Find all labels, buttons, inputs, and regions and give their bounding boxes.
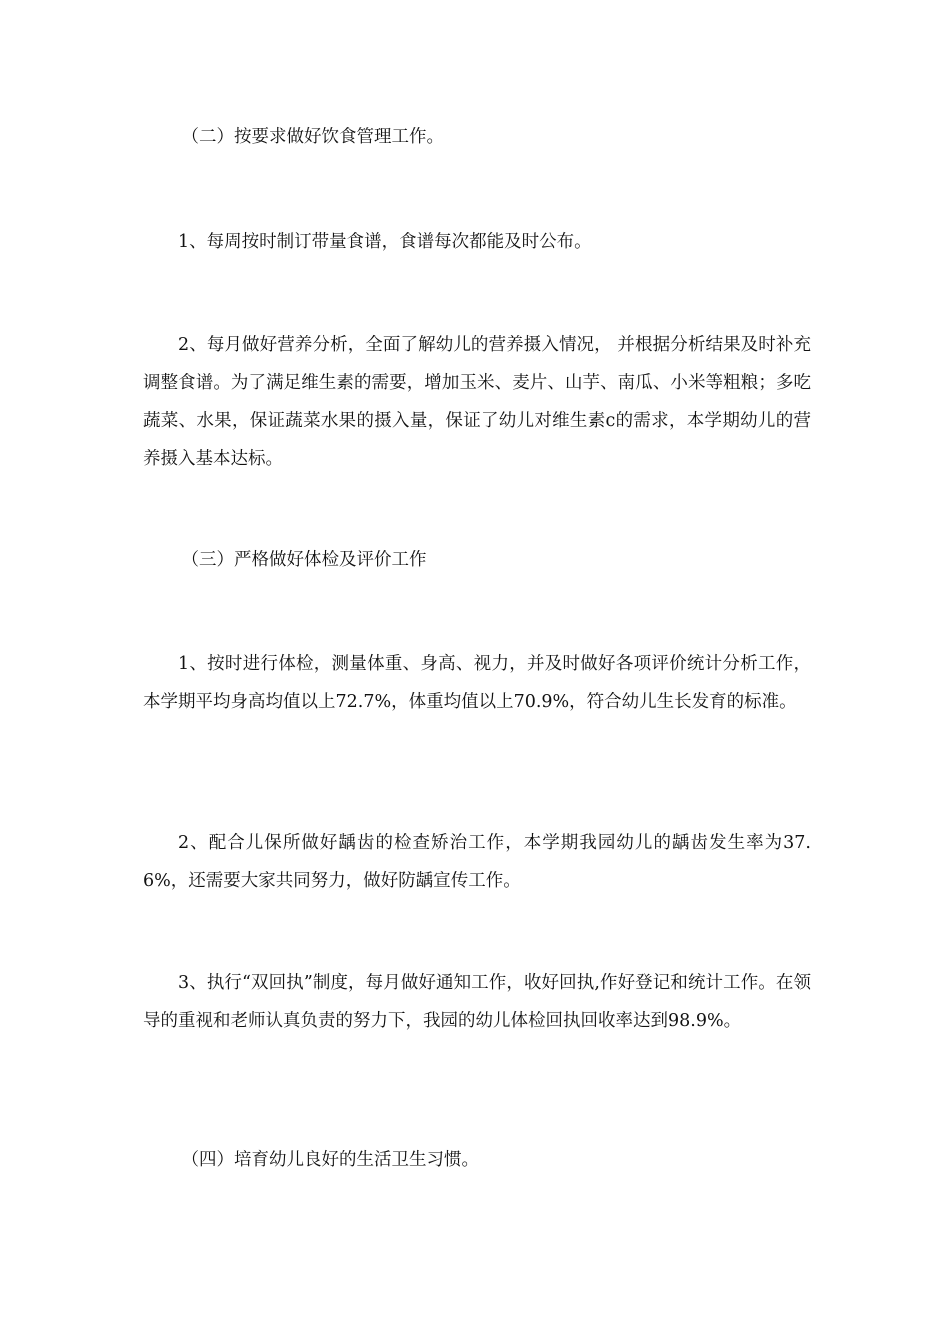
section-heading-diet-management: （二）按要求做好饮食管理工作。 <box>181 127 444 147</box>
paragraph-physical-exam: 1、按时进行体检，测量体重、身高、视力，并及时做好各项评价统计分析工作，本学期平均身高均值以上72.7%，体重均值以上70.9%，符合幼儿生长发育的标准。 <box>143 654 811 712</box>
paragraph-double-receipt: 3、执行“双回执”制度，每月做好通知工作，收好回执,作好登记和统计工作。在领导的重视和老师认真负责的努力下，我园的幼儿体检回执回收率达到98.9%。 <box>143 973 811 1031</box>
section-heading-health-check: （三）严格做好体检及评价工作 <box>181 550 427 570</box>
section-heading-hygiene-habits: （四）培育幼儿良好的生活卫生习惯。 <box>181 1150 479 1170</box>
paragraph-weekly-menu: 1、每周按时制订带量食谱，食谱每次都能及时公布。 <box>178 232 592 252</box>
paragraph-nutrition-analysis: 2、每月做好营养分析，全面了解幼儿的营养摄入情况， 并根据分析结果及时补充调整食谱。为了满足维生素的需要，增加玉米、麦片、山芋、南瓜、小米等粗粮；多吃蔬菜、水果，保证蔬菜水果的摄入量，保证了幼儿对维生素c的需求，本学期幼儿的营养摄入基本达标。 <box>143 335 811 469</box>
paragraph-dental-caries: 2、配合儿保所做好龋齿的检查矫治工作，本学期我园幼儿的龋齿发生率为37.6%，还需要大家共同努力，做好防龋宣传工作。 <box>143 833 811 891</box>
